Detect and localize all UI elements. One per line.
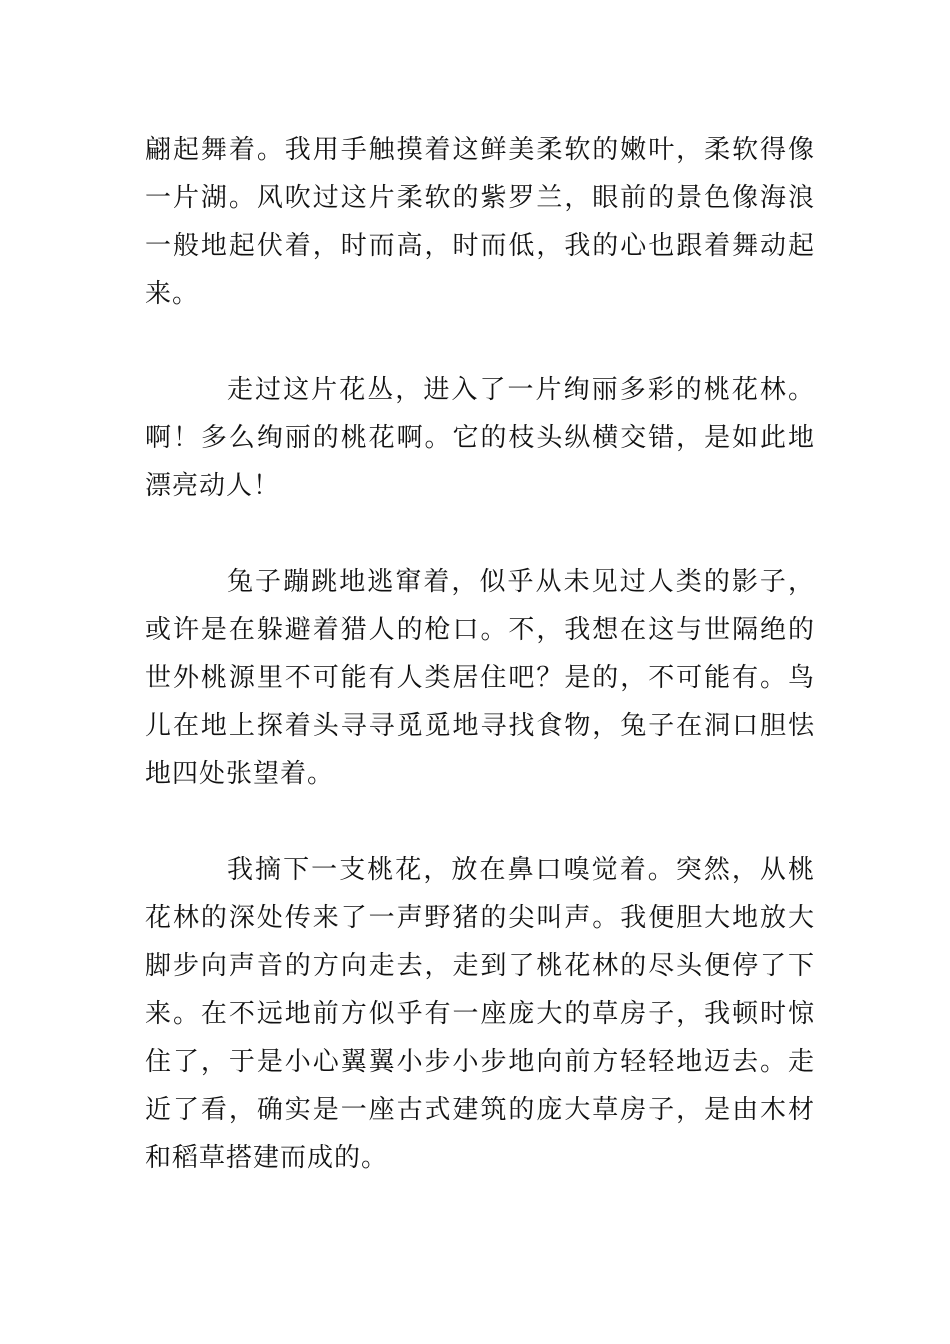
paragraph-2: 走过这片花丛，进入了一片绚丽多彩的桃花林。啊！多么绚丽的桃花啊。它的枝头纵横交错，是如此地漂亮动人！ (145, 375, 815, 501)
paragraph-3: 兔子蹦跳地逃窜着，似乎从未见过人类的影子，或许是在躲避着猎人的枪口。不，我想在这与世隔绝的世外桃源里不可能有人类居住吧？是的，不可能有。鸟儿在地上探着头寻寻觅觅地寻找食物，兔子在洞口胆怯地四处张望着。 (145, 567, 815, 789)
paragraph-1: 翩起舞着。我用手触摸着这鲜美柔软的嫩叶，柔软得像一片湖。风吹过这片柔软的紫罗兰，眼前的景色像海浪一般地起伏着，时而高，时而低，我的心也跟着舞动起来。 (145, 135, 815, 309)
paragraph-4: 我摘下一支桃花，放在鼻口嗅觉着。突然，从桃花林的深处传来了一声野猪的尖叫声。我便胆大地放大脚步向声音的方向走去，走到了桃花林的尽头便停了下来。在不远地前方似乎有一座庞大的草房子，我顿时惊住了，于是小心翼翼小步小步地向前方轻轻地迈去。走近了看，确实是一座古式建筑的庞大草房子，是由木材和稻草搭建而成的。 (145, 855, 815, 1173)
document-body (145, 126, 815, 1182)
